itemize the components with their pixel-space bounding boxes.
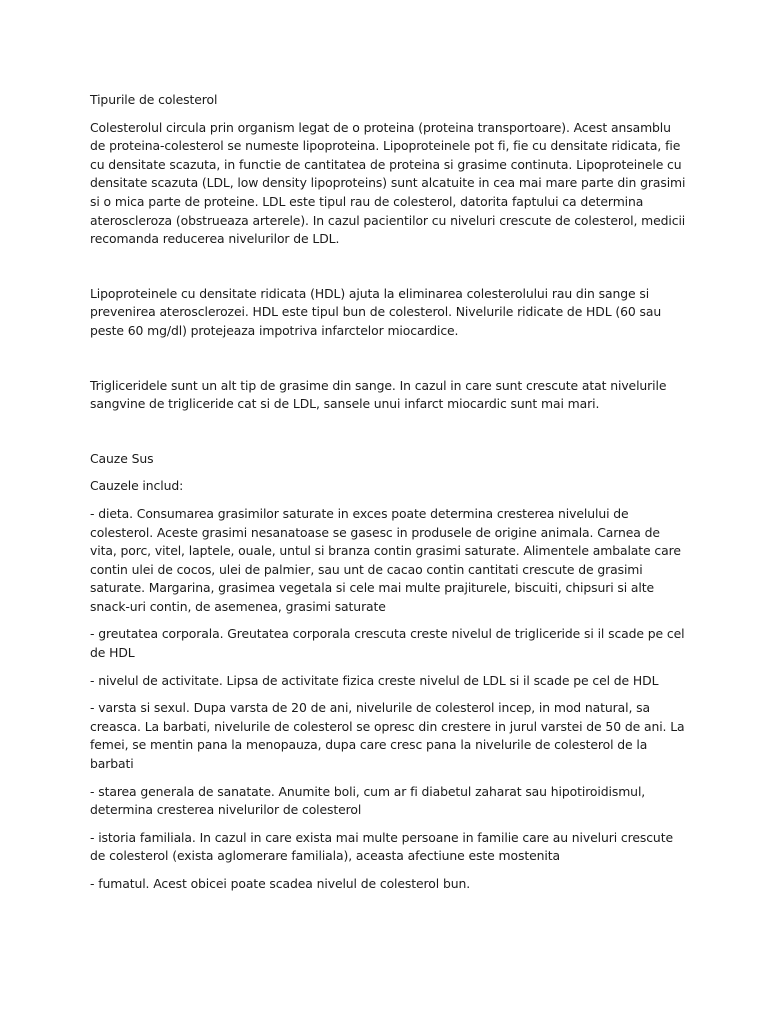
cause-item-health: - starea generala de sanatate. Anumite boli, cum ar fi diabetul zaharat sau hipotiroidismul, determina cresterea nivelurilor de colesterol [90,783,646,818]
cause-item-family-history: - istoria familiala. In cazul in care exista mai multe persoane in familie care au niveluri crescute de colesterol (exista aglomerare familiala), aceasta afectiune este mostenita [90,829,673,864]
cause-item-activity: - nivelul de activitate. Lipsa de activitate fizica creste nivelul de LDL si il scade pe cel de HDL [90,672,659,688]
triglyceride-paragraph: Trigliceridele sunt un alt tip de grasime din sange. In cazul in care sunt crescute atat nivelurile sangvine de trigliceride cat si de LDL, sansele unui infarct miocardic sunt mai mari. [90,377,667,412]
section-title: Tipurile de colesterol [90,92,218,107]
intro-paragraph: Colesterolul circula prin organism legat de o proteina (proteina transportoare). Acest ansamblu de proteina-colesterol se numeste lipoproteina. Lipoproteinele pot fi, fie cu densitate ridicata, fie cu densitate scazuta, in functie de cantitatea de proteina si grasime continuta. Lipoproteinele cu densitate scazuta (LDL, low density lipoproteins) sunt alcatuite in cea mai mare parte din grasimi si o mica parte de proteine. LDL este tipul rau de colesterol, datorita faptului ca determina ateroscleroza (obstrueaza arterele). In cazul pacientilor cu niveluri crescute de colesterol, medicii recomanda reducerea nivelurilor de LDL. [90,119,686,247]
cause-item-body-weight: - greutatea corporala. Greutatea corporala crescuta creste nivelul de trigliceride si il scade pe cel de HDL [90,626,685,661]
cause-item-diet: - dieta. Consumarea grasimilor saturate in exces poate determina cresterea nivelului de colesterol. Aceste grasimi nesanatoase se gasesc in produsele de origine animala. Carnea de vita, porc, vitel, laptele, ouale, untul si branza contin grasimi saturate. Alimentele ambalate care contin ulei de cocos, ulei de palmier, sau unt de cacao contin cantitati crescute de grasimi saturate. Margarina, grasimea vegetala si cele mai multe prajiturele, biscuiti, chipsuri si alte snack-uri contin, de asemenea, grasimi saturate [90,505,681,614]
cause-item-age-sex: - varsta si sexul. Dupa varsta de 20 de ani, nivelurile de colesterol incep, in mod natural, sa creasca. La barbati, nivelurile de colesterol se opresc din crestere in jurul varstei de 50 de ani. La femei, se mentin pana la menopauza, dupa care cresc pana la nivelurile de colesterol de la barbati [90,700,685,772]
document-body [90,91,690,903]
cause-item-smoking: - fumatul. Acest obicei poate scadea nivelul de colesterol bun. [90,876,471,891]
causes-heading: Cauze Sus [90,450,154,466]
hdl-paragraph: Lipoproteinele cu densitate ridicata (HDL) ajuta la eliminarea colesterolului rau din sange si prevenirea aterosclerozei. HDL este tipul bun de colesterol. Nivelurile ridicate de HDL (60 sau peste 60 mg/dl) protejeaza impotriva infarctelor miocardice. [90,285,662,338]
causes-intro: Cauzele includ: [90,478,184,494]
